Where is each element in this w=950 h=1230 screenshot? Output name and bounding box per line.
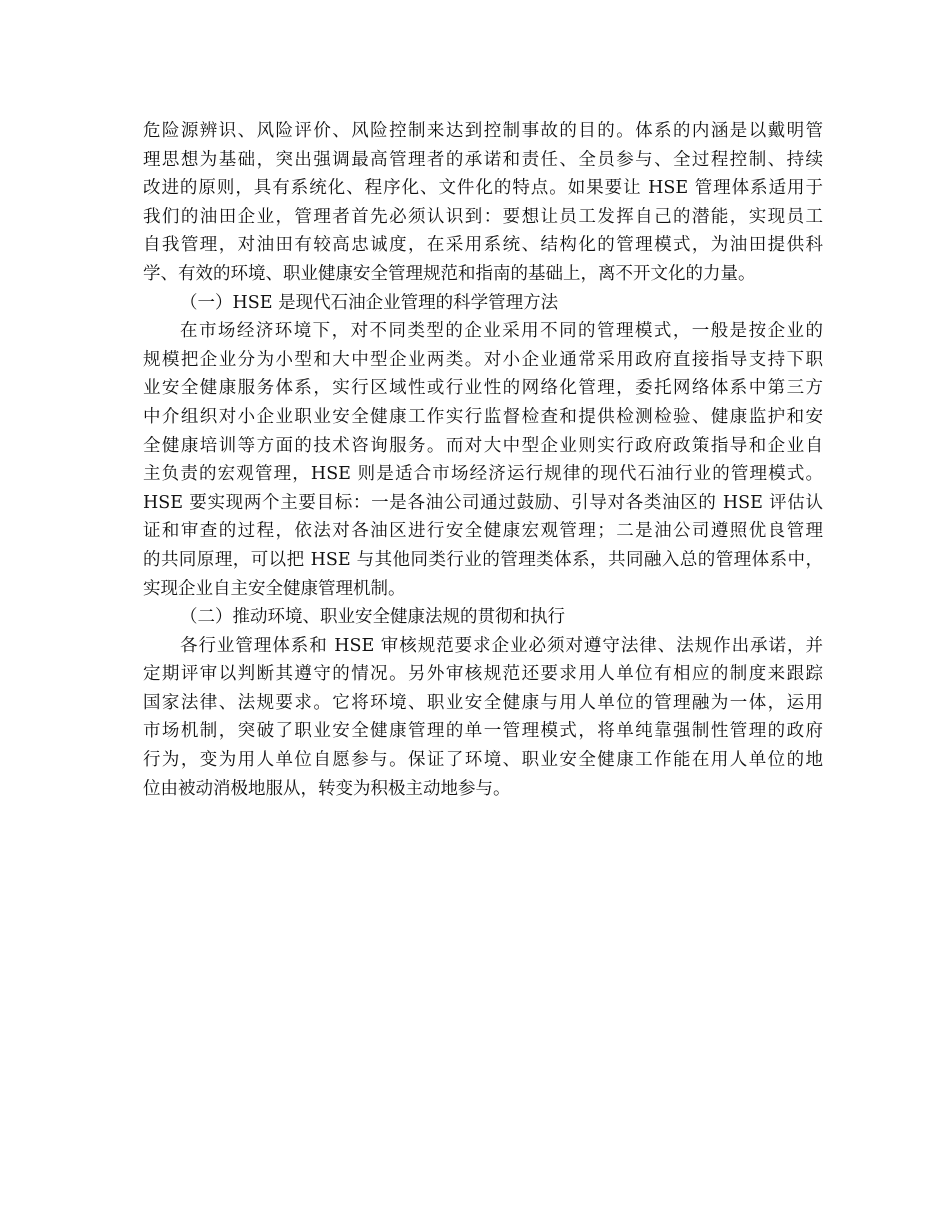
- text-line: 业安全健康服务体系，实行区域性或行业性的网络化管理，委托网络体系中第三方: [143, 378, 823, 399]
- paragraph-3: [143, 632, 823, 804]
- text-line: 我们的油田企业，管理者首先必须认识到：要想让员工发挥自己的潜能，实现员工: [143, 206, 823, 227]
- text-line: 市场机制，突破了职业安全健康管理的单一管理模式，将单纯靠强制性管理的政府: [143, 721, 823, 742]
- text-line: 规模把企业分为小型和大中型企业两类。对小企业通常采用政府直接指导支持下职: [143, 349, 823, 370]
- section-heading-1: （一）HSE 是现代石油企业管理的科学管理方法: [180, 292, 559, 313]
- text-line: 主负责的宏观管理，HSE 则是适合市场经济运行规律的现代石油行业的管理模式。: [143, 464, 823, 485]
- text-line: 各行业管理体系和 HSE 审核规范要求企业必须对遵守法律、法规作出承诺，并: [180, 635, 823, 656]
- section-heading-2: （二）推动环境、职业安全健康法规的贯彻和执行: [180, 607, 565, 628]
- text-line: 在市场经济环境下，对不同类型的企业采用不同的管理模式，一般是按企业的: [180, 321, 823, 342]
- text-line: 危险源辨识、风险评价、风险控制来达到控制事故的目的。体系的内涵是以戴明管: [143, 121, 823, 141]
- text-line: 证和审查的过程，依法对各油区进行安全健康宏观管理；二是油公司遵照优良管理: [143, 521, 823, 542]
- text-line: 全健康培训等方面的技术咨询服务。而对大中型企业则实行政府政策指导和企业自: [143, 435, 823, 456]
- text-line: 位由被动消极地服从，转变为积极主动地参与。: [143, 778, 511, 799]
- text-line: 自我管理，对油田有较高忠诚度，在采用系统、结构化的管理模式，为油田提供科: [143, 235, 823, 256]
- text-line: 改进的原则，具有系统化、程序化、文件化的特点。如果要让 HSE 管理体系适用于: [143, 178, 823, 199]
- text-line: 中介组织对小企业职业安全健康工作实行监督检查和提供检测检验、健康监护和安: [143, 406, 823, 427]
- text-line: HSE 要实现两个主要目标：一是各油公司通过鼓励、引导对各类油区的 HSE 评估认: [143, 492, 823, 513]
- text-line: 的共同原理，可以把 HSE 与其他同类行业的管理类体系，共同融入总的管理体系中，: [143, 549, 823, 570]
- text-line: 实现企业自主安全健康管理机制。: [143, 578, 406, 599]
- text-line: 理思想为基础，突出强调最高管理者的承诺和责任、全员参与、全过程控制、持续: [143, 149, 823, 170]
- text-line: 国家法律、法规要求。它将环境、职业安全健康与用人单位的管理融为一体，运用: [143, 692, 823, 713]
- text-line: 行为，变为用人单位自愿参与。保证了环境、职业安全健康工作能在用人单位的地: [143, 750, 823, 771]
- text-line: 定期评审以判断其遵守的情况。另外审核规范还要求用人单位有相应的制度来跟踪: [143, 664, 823, 685]
- paragraph-1: [143, 117, 823, 289]
- text-line: 学、有效的环境、职业健康安全管理规范和指南的基础上，离不开文化的力量。: [143, 263, 756, 284]
- paragraph-2: [143, 317, 823, 603]
- document-body: [143, 117, 823, 803]
